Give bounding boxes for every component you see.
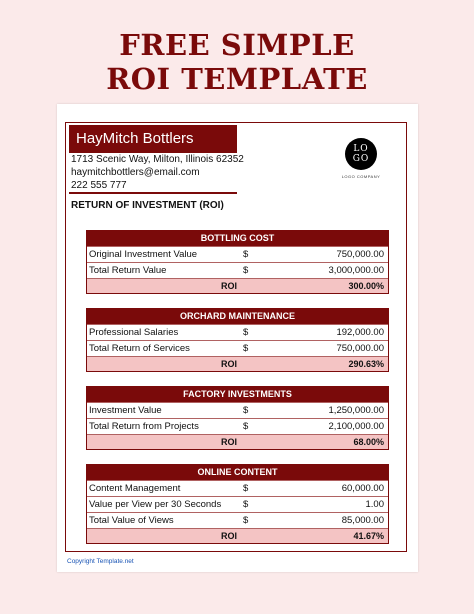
table-row [87, 418, 388, 434]
row-amount: 1,250,000.00 [328, 405, 384, 416]
roi-row [87, 356, 388, 371]
roi-value: 290.63% [348, 359, 384, 369]
logo-text-bottom: GO [352, 154, 370, 164]
row-amount: 3,000,000.00 [328, 265, 384, 276]
row-amount: 2,100,000.00 [328, 421, 384, 432]
row-label: Content Management [89, 483, 181, 494]
currency-symbol: $ [243, 327, 249, 338]
copyright-link[interactable]: Copyright Template.net [67, 558, 134, 565]
banner-line-1: FREE SIMPLE [119, 28, 355, 62]
table-row [87, 324, 388, 340]
banner-line-2: ROI TEMPLATE [106, 62, 368, 96]
section-factory-investments [86, 386, 389, 450]
row-label: Value per View per 30 Seconds [89, 499, 222, 510]
roi-row [87, 434, 388, 449]
row-amount: 85,000.00 [341, 515, 384, 526]
row-label: Professional Salaries [89, 327, 179, 338]
roi-value: 68.00% [353, 437, 384, 447]
roi-value: 300.00% [348, 281, 384, 291]
table-row [87, 512, 388, 528]
row-amount: 60,000.00 [341, 483, 384, 494]
logo-caption: LOGO COMPANY [341, 174, 381, 179]
roi-value: 41.67% [353, 531, 384, 541]
row-label: Total Return Value [89, 265, 167, 276]
row-label: Original Investment Value [89, 249, 198, 260]
row-label: Total Value of Views [89, 515, 174, 526]
row-amount: 750,000.00 [336, 343, 384, 354]
table-row [87, 480, 388, 496]
table-row [87, 496, 388, 512]
company-name: HayMitch Bottlers [69, 125, 237, 153]
header-divider [69, 192, 237, 194]
section-bottling-cost [86, 230, 389, 294]
currency-symbol: $ [243, 483, 249, 494]
currency-symbol: $ [243, 515, 249, 526]
template-sheet [57, 104, 418, 572]
section-title: FACTORY INVESTMENTS [87, 386, 388, 402]
roi-label: ROI [221, 531, 238, 541]
section-title: ONLINE CONTENT [87, 464, 388, 480]
roi-label: ROI [221, 359, 238, 369]
logo-text-top: LO [353, 144, 369, 154]
row-amount: 192,000.00 [336, 327, 384, 338]
company-address: 1713 Scenic Way, Milton, Illinois 62352 [71, 154, 244, 165]
roi-row [87, 528, 388, 543]
section-title: BOTTLING COST [87, 230, 388, 246]
row-label: Total Return from Projects [89, 421, 199, 432]
table-row [87, 402, 388, 418]
section-orchard-maintenance [86, 308, 389, 372]
currency-symbol: $ [243, 405, 249, 416]
row-label: Investment Value [89, 405, 162, 416]
section-title: ORCHARD MAINTENANCE [87, 308, 388, 324]
section-online-content [86, 464, 389, 544]
table-row [87, 246, 388, 262]
table-row [87, 262, 388, 278]
currency-symbol: $ [243, 343, 249, 354]
row-label: Total Return of Services [89, 343, 190, 354]
row-amount: 750,000.00 [336, 249, 384, 260]
roi-heading: RETURN OF INVESTMENT (ROI) [71, 200, 224, 211]
table-row [87, 340, 388, 356]
row-amount: 1.00 [365, 499, 384, 510]
roi-row [87, 278, 388, 293]
logo [345, 138, 377, 170]
currency-symbol: $ [243, 265, 249, 276]
currency-symbol: $ [243, 249, 249, 260]
company-email: haymitchbottlers@email.com [71, 167, 200, 178]
roi-label: ROI [221, 437, 238, 447]
page-banner [0, 28, 474, 96]
currency-symbol: $ [243, 499, 249, 510]
currency-symbol: $ [243, 421, 249, 432]
company-phone: 222 555 777 [71, 180, 127, 191]
roi-label: ROI [221, 281, 238, 291]
